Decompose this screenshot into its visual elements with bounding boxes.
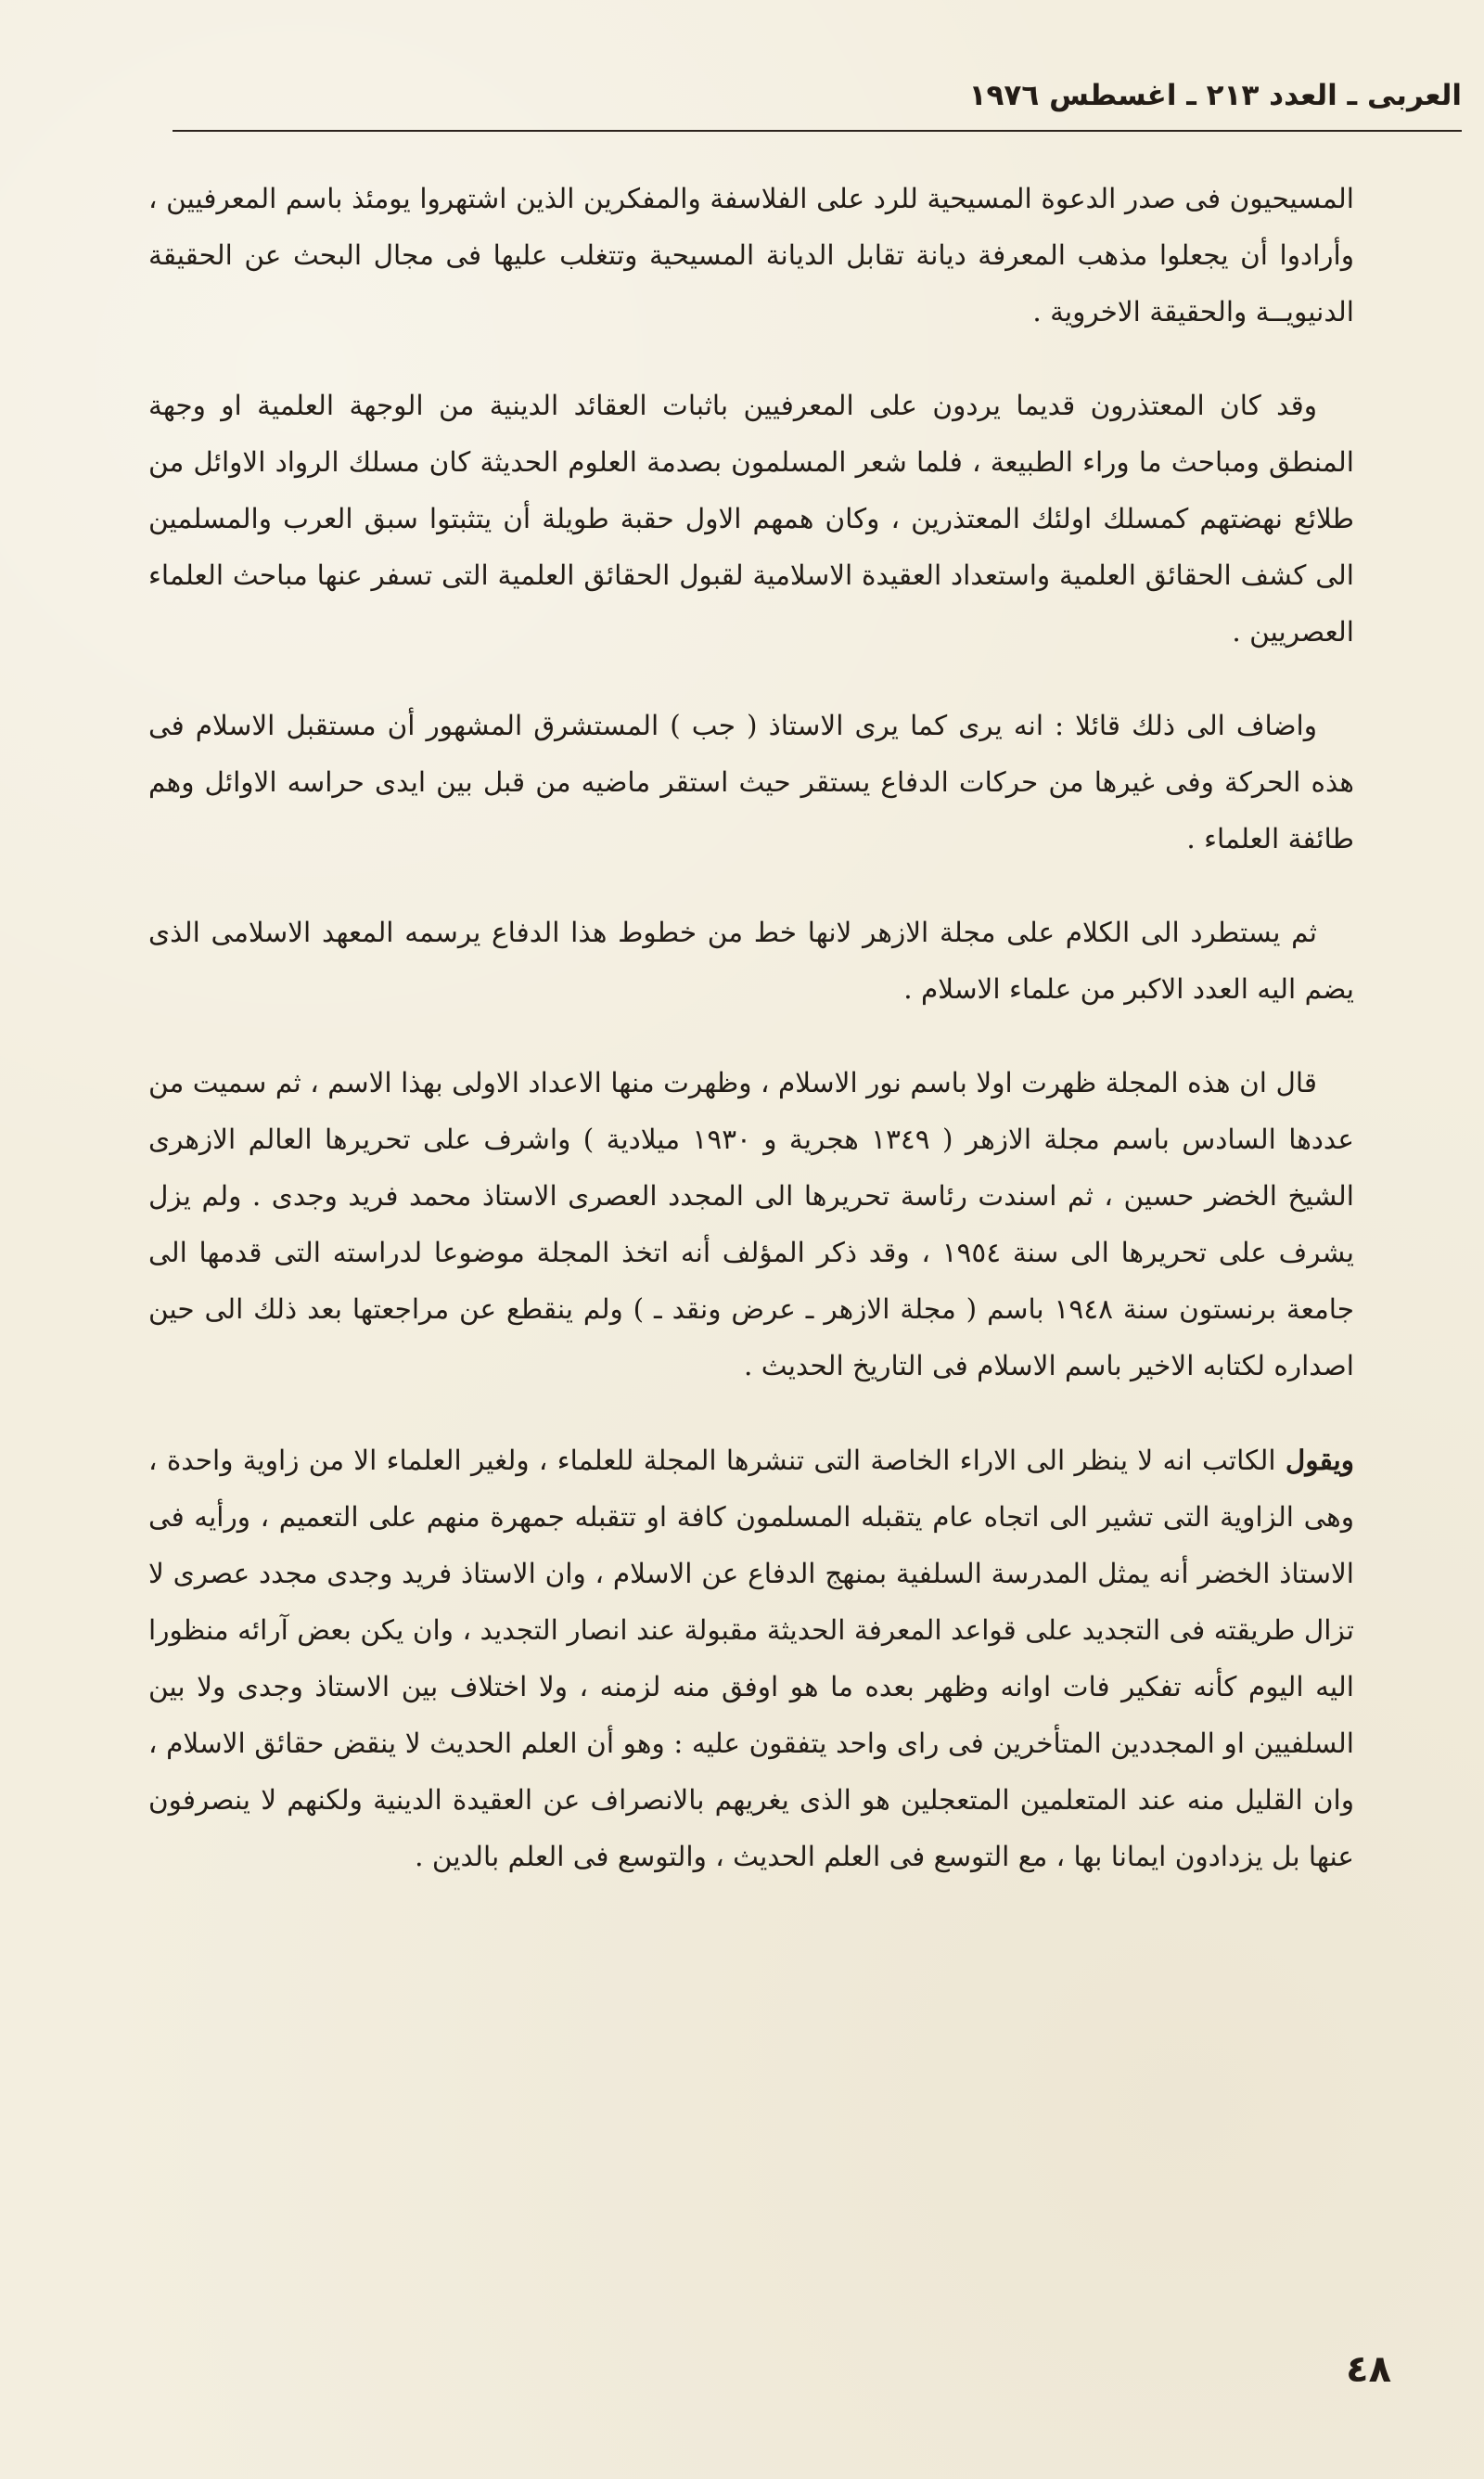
page-number: ٤٨	[1346, 2348, 1391, 2391]
body-paragraph: قال ان هذه المجلة ظهرت اولا باسم نور الاسلام ، وظهرت منها الاعداد الاولى بهذا الاسم ، ثم سميت من عددها السادس باسم مجلة الازهر ( ١٣٤٩ هجرية و ١٩٣٠ ميلادية ) واشرف على تحريرها العالم الازهرى الشيخ الخضر حسين ، ثم اسندت رئاسة تحريرها الى المجدد العصرى الاستاذ محمد فريد وجدى . ولم يزل يشرف على تحريرها الى سنة ١٩٥٤ ، وقد ذكر المؤلف أنه اتخذ المجلة موضوعا لدراسته التى قدمها الى جامعة برنستون سنة ١٩٤٨ باسم ( مجلة الازهر ـ عرض ونقد ـ ) ولم ينقطع عن مراجعتها بعد ذلك الى حين اصداره لكتابه الاخير باسم الاسلام فى التاريخ الحديث .	[148, 1067, 1355, 1381]
header-rule	[173, 130, 1462, 132]
paragraph-text: الكاتب انه لا ينظر الى الاراء الخاصة التى تنشرها المجلة للعلماء ، ولغير العلماء الا من زاوية واحدة ، وهى الزاوية التى تشير الى اتجاه عام يتقبله المسلمون كافة او تتقبله جمهرة منهم على التعميم ، ورأيه فى الاستاذ الخضر أنه يمثل المدرسة السلفية بمنهج الدفاع عن الاسلام ، وان الاستاذ فريد وجدى مجدد عصرى لا تزال طريقته فى التجديد على قواعد المعرفة الحديثة مقبولة عند انصار التجديد ، وان يكن بعض آرائه منظورا اليه اليوم كأنه تفكير فات اوانه وظهر بعده ما هو اوفق منه لزمنه ، ولا اختلاف بين الاستاذ وجدى ولا بين السلفيين او المجددين المتأخرين فى راى واحد يتفقون عليه : وهو أن العلم الحديث لا ينقض حقائق الاسلام ، وان القليل منه عند المتعلمين المتعجلين هو الذى يغريهم بالانصراف عن العقيدة الدينية ولكنهم لا ينصرفون عنها بل يزدادون ايمانا بها ، مع التوسع فى العلم الحديث ، والتوسع فى العلم بالدين .	[148, 1445, 1354, 1872]
body-paragraph: ثم يستطرد الى الكلام على مجلة الازهر لانها خط من خطوط هذا الدفاع يرسمه المعهد الاسلامى الذى يضم اليه العدد الاكبر من علماء الاسلام .	[148, 917, 1354, 1005]
body-paragraph: المسيحيون فى صدر الدعوة المسيحية للرد على الفلاسفة والمفكرين الذين اشتهروا يومئذ باسم المعرفيين ، وأرادوا أن يجعلوا مذهب المعرفة ديانة تقابل الديانة المسيحية وتتغلب عليها فى مجال البحث عن الحقيقة الدنيويــة والحقيقة الاخروية .	[148, 183, 1354, 328]
body-paragraph: واضاف الى ذلك قائلا : انه يرى كما يرى الاستاذ ( جب ) المستشرق المشهور أن مستقبل الاسلام فى هذه الحركة وفى غيرها من حركات الدفاع يستقر حيث استقر ماضيه من قبل بين ايدى حراسه الاوائل وهم طائفة العلماء .	[148, 710, 1354, 854]
running-header: العربى ـ العدد ٢١٣ ـ اغسطس ١٩٧٦	[968, 79, 1462, 112]
body-paragraph-with-lead	[148, 1432, 1354, 1885]
body-paragraph: وقد كان المعتذرون قديما يردون على المعرفيين باثبات العقائد الدينية من الوجهة العلمية او وجهة المنطق ومباحث ما وراء الطبيعة ، فلما شعر المسلمون بصدمة العلوم الحديثة كان مسلك الرواد الاوائل من طلائع نهضتهم كمسلك اولئك المعتذرين ، وكان همهم الاول حقبة طويلة أن يتثبتوا سبق العرب والمسلمين الى كشف الحقائق العلمية واستعداد العقيدة الاسلامية لقبول الحقائق العلمية التى تسفر عنها مباحث العلماء العصريين .	[148, 390, 1354, 648]
paragraph-lead-word: ويقول	[1285, 1444, 1354, 1476]
article-body	[148, 171, 1354, 1922]
